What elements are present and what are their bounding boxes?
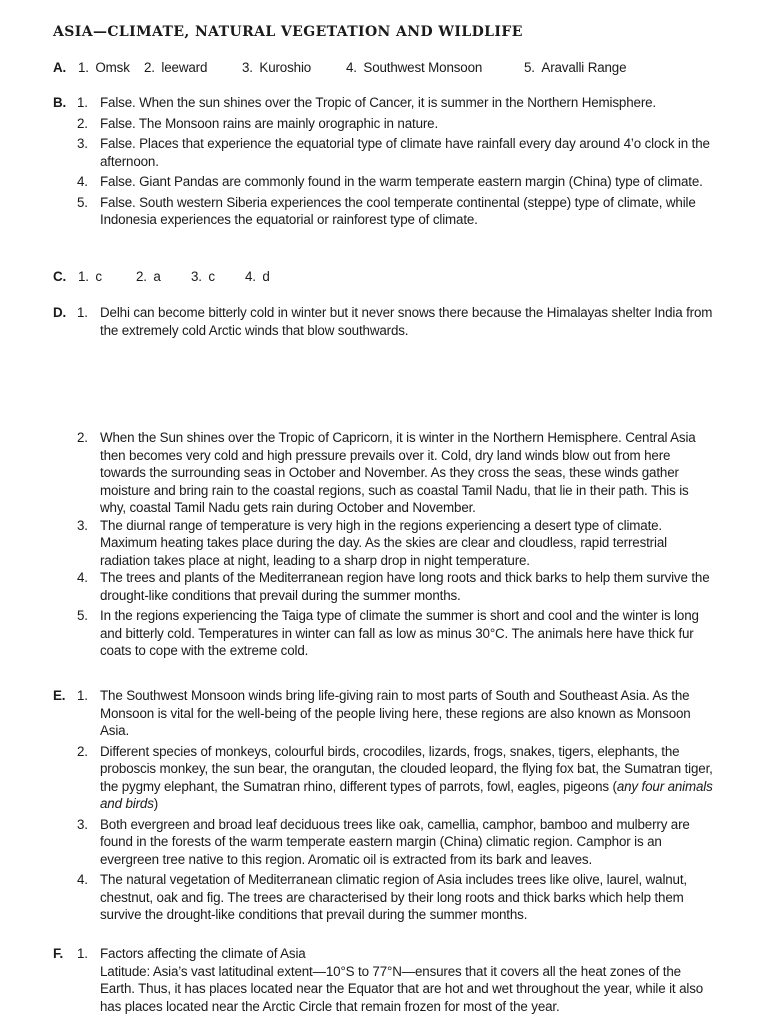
item-heading: Factors affecting the climate of Asia xyxy=(100,946,306,961)
section-d-continued xyxy=(53,429,718,660)
item-text: False. The Monsoon rains are mainly orographic in nature. xyxy=(100,115,439,131)
answer-a4: 4. Southwest Monsoon xyxy=(346,60,483,75)
item-number: 1. xyxy=(77,95,88,110)
item-text-italic: any four animals and birds xyxy=(100,778,713,811)
item-number: 3. xyxy=(77,816,88,832)
item-text: The natural vegetation of Mediterranean climatic region of Asia includes trees like olive, laurel, walnut, chestnut, oak and fig. The trees are characterised by their long roots and thick barks which help them survive the drought-like conditions that prevail during the summer months. xyxy=(100,872,687,922)
item-number: 1. xyxy=(77,946,88,961)
item-number: 4. xyxy=(77,174,88,189)
list-item xyxy=(53,135,718,170)
item-number: 2. xyxy=(77,430,88,445)
list-item xyxy=(53,743,718,813)
item-text: The diurnal range of temperature is very high in the regions experiencing a desert type of climate. Maximum heating takes place during the day. As the skies are clear and cloudless, rapid terrestrial radiation takes place at night, leading to a sharp drop in night temperature. xyxy=(100,517,667,568)
list-item xyxy=(53,94,718,112)
section-c-letter: C. xyxy=(53,269,67,284)
item-number: 4. xyxy=(77,872,88,887)
answer-a5: 5. Aravalli Range xyxy=(524,60,627,75)
list-item xyxy=(53,569,718,604)
item-text: In the regions experiencing the Taiga type of climate the summer is short and cool and the winter is long and bitterly cold. Temperatures in winter can fall as low as minus 30°C. The animals here have thick fur coats to cope with the extreme cold. xyxy=(100,608,699,658)
item-number: 3. xyxy=(77,136,88,151)
item-text: Both evergreen and broad leaf deciduous trees like oak, camellia, camphor, bamboo and mulberry are found in the forests of the warm temperate eastern margin (China) climatic region. Camphor is an evergreen tree native to this region. Aromatic oil is extracted from its bark and leaves. xyxy=(100,816,690,867)
list-item xyxy=(53,429,718,517)
item-number: 5. xyxy=(77,194,88,210)
list-item xyxy=(53,687,718,740)
item-text: False. Places that experience the equatorial type of climate have rainfall every day around 4’o clock in the afternoon. xyxy=(100,136,710,169)
item-text: Different species of monkeys, colourful birds, crocodiles, lizards, frogs, snakes, tigers, elephants, the proboscis monkey, the sun bear, the orangutan, the clouded leopard, the flying fox bat, the Sumatran tiger, the pygmy elephant, the Sumatran rhino, different types of parrots, fowl, eagles, pigeons ( xyxy=(100,743,713,794)
item-text: False. South western Siberia experiences the cool temperate continental (steppe) type of climate, while Indonesia experiences the equatorial or rainforest type of climate. xyxy=(100,194,696,227)
list-item xyxy=(53,304,718,339)
page-title: ASIA—CLIMATE, NATURAL VEGETATION AND WILDLIFE xyxy=(53,24,523,40)
answer-a1: 1. Omsk xyxy=(78,60,130,75)
list-item xyxy=(53,607,718,660)
item-number: 2. xyxy=(77,115,88,131)
section-b xyxy=(53,94,718,229)
item-number: 5. xyxy=(77,608,88,623)
section-b-letter: B. xyxy=(53,95,67,110)
list-item xyxy=(53,816,718,869)
answer-c2: 2. a xyxy=(136,269,161,284)
section-f xyxy=(53,945,718,1015)
item-text-tail: ) xyxy=(153,796,159,811)
list-item xyxy=(53,945,718,1015)
list-item xyxy=(53,871,718,924)
section-a xyxy=(53,59,718,77)
answer-c3: 3. c xyxy=(191,269,215,284)
section-d xyxy=(53,304,718,339)
item-text: Delhi can become bitterly cold in winter but it never snows there because the Himalayas shelter India from the extremely cold Arctic winds that blow southwards. xyxy=(100,305,713,338)
item-text: The trees and plants of the Mediterranean region have long roots and thick barks to help them survive the drought-like conditions that prevail during the summer months. xyxy=(100,570,710,603)
list-item xyxy=(53,194,718,229)
item-text: When the Sun shines over the Tropic of Capricorn, it is winter in the Northern Hemisphere. Central Asia then becomes very cold and high pressure prevails over it. Cold, dry land winds blow out from here towards the surrounding seas in October and November. As they cross the seas, these winds gather moisture and bring rain to the coastal regions, such as coastal Tamil Nadu, that lie in their path. This is why, coastal Tamil Nadu gets rain during October and November. xyxy=(100,430,696,515)
section-f-letter: F. xyxy=(53,946,64,961)
item-number: 4. xyxy=(77,570,88,585)
section-e-letter: E. xyxy=(53,688,66,703)
section-e xyxy=(53,687,718,924)
section-a-letter: A. xyxy=(53,60,67,75)
answer-a2: 2. leeward xyxy=(144,60,208,75)
item-text: Latitude: Asia’s vast latitudinal extent—10°S to 77°N—ensures that it covers all the heat zones of the Earth. Thus, it has places located near the Equator that are hot and wet throughout the year, while it also has places located near the Arctic Circle that remain frozen for most of the year. xyxy=(100,963,704,1014)
item-number: 3. xyxy=(77,517,88,533)
answer-c4: 4. d xyxy=(245,269,270,284)
answer-a3: 3. Kuroshio xyxy=(242,60,312,75)
list-item xyxy=(53,173,718,191)
item-number: 2. xyxy=(77,743,88,759)
item-text: False. When the sun shines over the Tropic of Cancer, it is summer in the Northern Hemisphere. xyxy=(100,95,656,110)
section-c xyxy=(53,268,718,286)
section-a-answers xyxy=(53,59,718,77)
list-item xyxy=(53,517,718,570)
item-number: 1. xyxy=(77,688,88,703)
answer-c1: 1. c xyxy=(78,269,102,284)
section-c-answers xyxy=(53,268,718,286)
item-number: 1. xyxy=(77,305,88,320)
item-text: False. Giant Pandas are commonly found in the warm temperate eastern margin (China) type of climate. xyxy=(100,174,703,189)
list-item xyxy=(53,115,718,133)
item-text: The Southwest Monsoon winds bring life-giving rain to most parts of South and Southeast Asia. As the Monsoon is vital for the well-being of the people living here, these regions are also known as Monsoon Asia. xyxy=(100,688,691,738)
section-d-letter: D. xyxy=(53,305,67,320)
